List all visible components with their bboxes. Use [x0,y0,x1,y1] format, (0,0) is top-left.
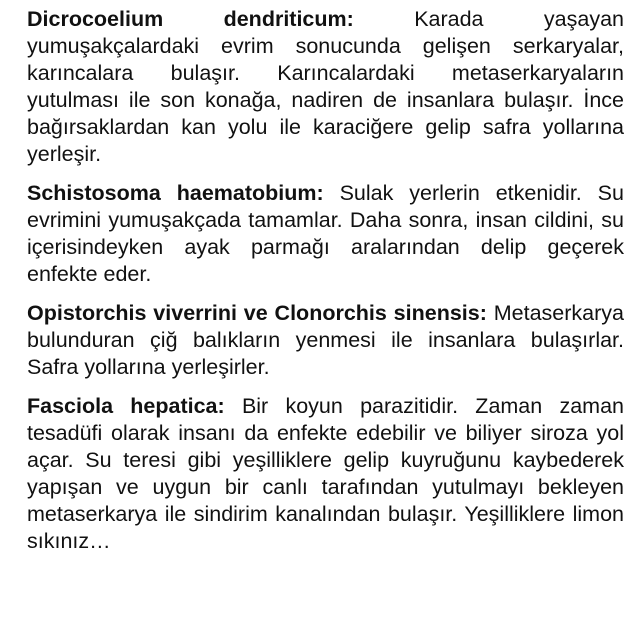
paragraph-text: Sulak yerlerin etkenidir. Su evrimini yumuşakçada tamamlar. Daha sonra, insan cildini, su içerisindeyken ayak parmağı aralarından delip geçerek enfekte eder. [27,181,624,286]
paragraph-schistosoma [27,180,624,288]
paragraph-opistorchis [27,300,624,381]
paragraph-fasciola [27,393,624,555]
paragraph-text: Karada yaşayan yumuşakçalardaki evrim sonucunda gelişen serkaryalar, karıncalara bulaşır. Karıncalardaki metaserkaryaların yutulması ile son konağa, nadiren de insanlara bulaşır. İnce bağırsaklardan kan yolu ile karaciğere gelip safra yollarına yerleşir. [27,7,624,166]
paragraph-text: Metaserkarya bulunduran çiğ balıkların yenmesi ile insanlara bulaşırlar. Safra yollarına yerleşirler. [27,301,624,379]
paragraph-text: Bir koyun parazitidir. Zaman zaman tesadüfi olarak insanı da enfekte edebilir ve biliyer siroza yol açar. Su teresi gibi yeşilliklere gelip kuyruğunu kaybederek yapışan ve uygun bir canlı tarafından yutulmayı bekleyen metaserkarya ile sindirim kanalından bulaşır. Yeşilliklere limon sıkınız… [27,394,624,553]
term-heading: Opistorchis viverrini ve Clonorchis sinensis: [27,301,487,325]
term-heading: Dicrocoelium dendriticum: [27,7,354,31]
term-heading: Fasciola hepatica: [27,394,225,418]
term-heading: Schistosoma haematobium: [27,181,324,205]
paragraph-dicrocoelium [27,6,624,168]
